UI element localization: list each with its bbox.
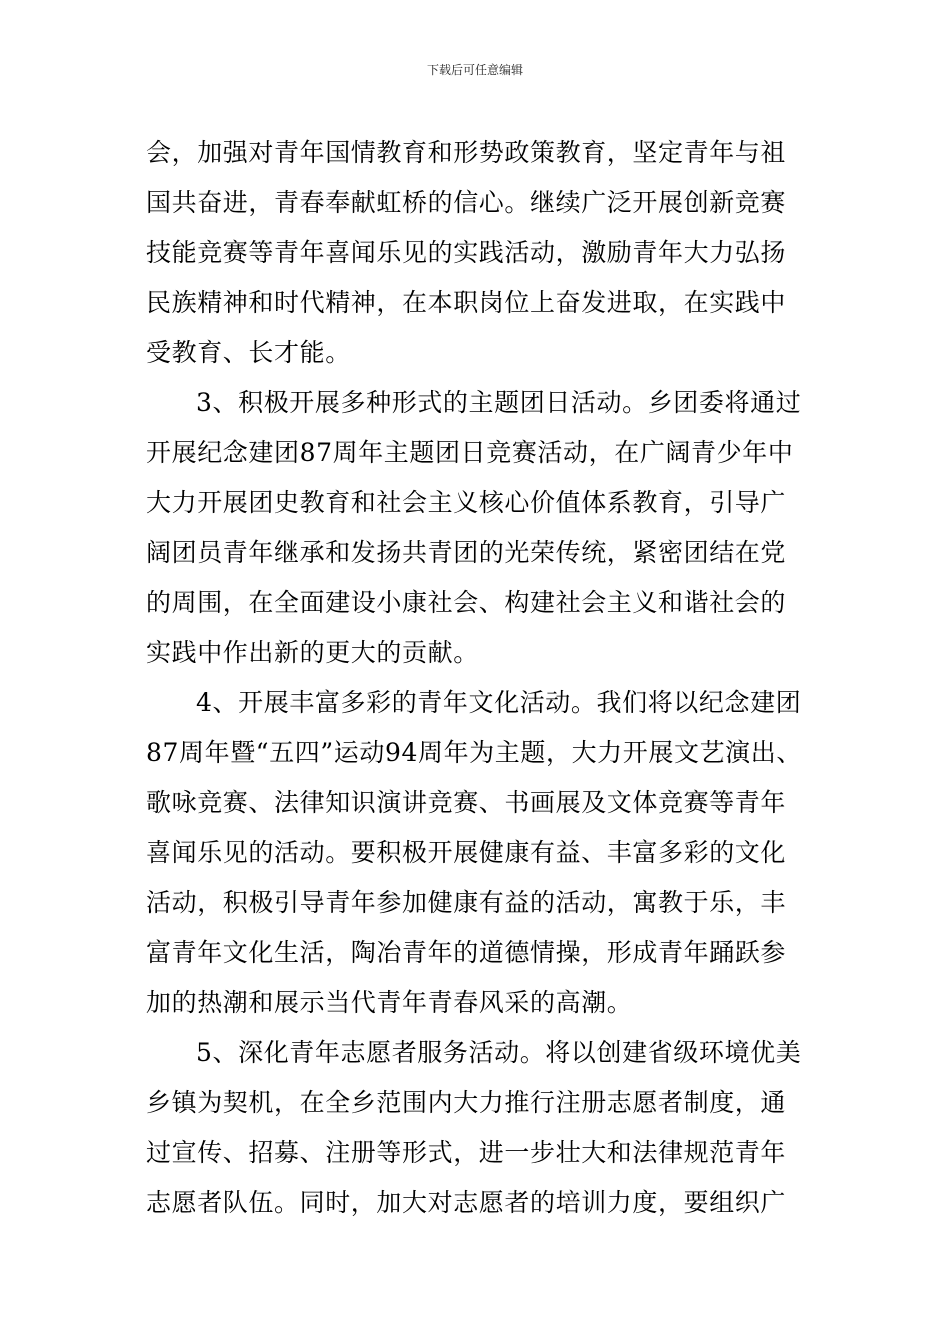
paragraph-continuation [146,128,826,378]
text-line: 4、开展丰富多彩的青年文化活动。我们将以纪念建团 [196,688,802,717]
text-line: 实践中作出新的更大的贡献。 [146,638,479,667]
paragraph-item-3 [146,378,826,678]
text-line: 加的热潮和展示当代青年青春风采的高潮。 [146,988,633,1017]
paragraph-item-5 [146,1028,826,1228]
text-line: 富青年文化生活，陶冶青年的道德情操，形成青年踊跃参 [146,938,787,967]
text-line: 大力开展团史教育和社会主义核心价值体系教育，引导广 [146,488,787,517]
text-line: 受教育、长才能。 [146,338,351,367]
text-line: 国共奋进，青春奉献虹桥的信心。继续广泛开展创新竞赛 [146,188,787,217]
text-line: 87周年暨“五四”运动94周年为主题，大力开展文艺演出、 [146,738,802,767]
page-header: 下载后可任意编辑 [426,63,523,77]
text-line: 开展纪念建团87周年主题团日竞赛活动，在广阔青少年中 [146,438,794,467]
text-line: 过宣传、招募、注册等形式，进一步壮大和法律规范青年 [146,1138,787,1167]
text-line: 会，加强对青年国情教育和形势政策教育，坚定青年与祖 [146,138,787,167]
text-line: 技能竞赛等青年喜闻乐见的实践活动，激励青年大力弘扬 [146,238,787,267]
paragraph-item-4 [146,678,826,1028]
document-body [146,128,826,1228]
text-line: 乡镇为契机，在全乡范围内大力推行注册志愿者制度，通 [146,1088,787,1117]
text-line: 阔团员青年继承和发扬共青团的光荣传统，紧密团结在党 [146,538,787,567]
text-line: 歌咏竞赛、法律知识演讲竞赛、书画展及文体竞赛等青年 [146,788,787,817]
text-line: 3、积极开展多种形式的主题团日活动。乡团委将通过 [196,388,802,417]
text-line: 5、深化青年志愿者服务活动。将以创建省级环境优美 [196,1038,802,1067]
text-line: 民族精神和时代精神，在本职岗位上奋发进取，在实践中 [146,288,787,317]
text-line: 的周围，在全面建设小康社会、构建社会主义和谐社会的 [146,588,787,617]
text-line: 喜闻乐见的活动。要积极开展健康有益、丰富多彩的文化 [146,838,787,867]
text-line: 志愿者队伍。同时，加大对志愿者的培训力度，要组织广 [146,1188,787,1217]
text-line: 活动，积极引导青年参加健康有益的活动，寓教于乐，丰 [146,888,787,917]
